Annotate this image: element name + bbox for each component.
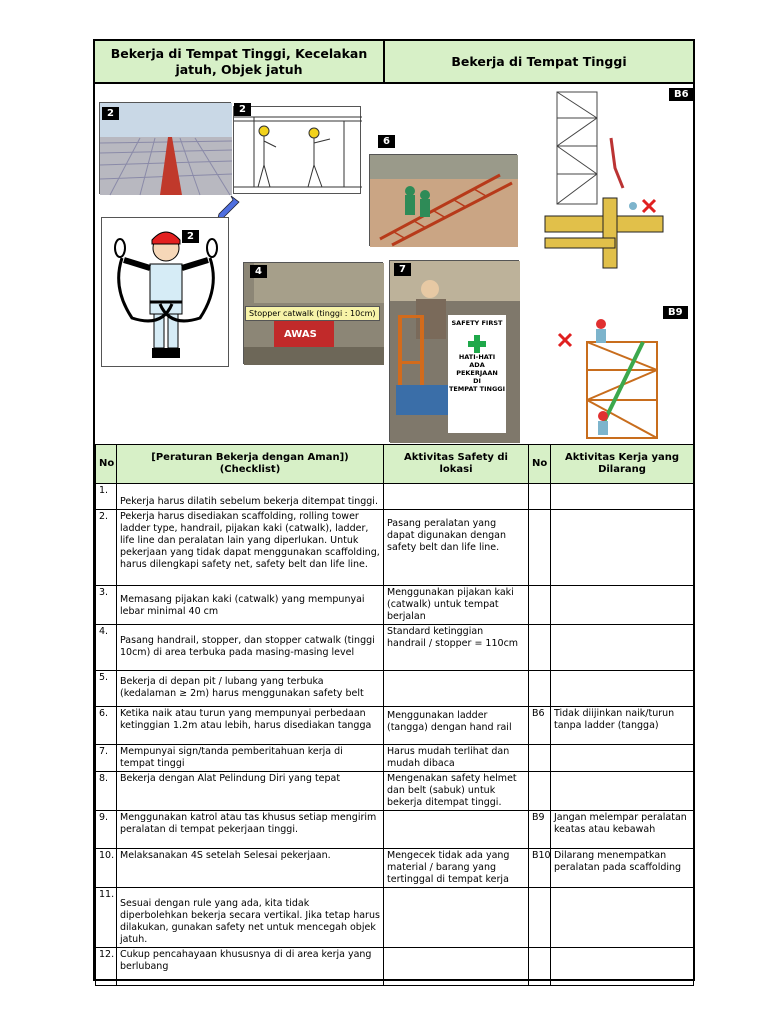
row-no: 7. bbox=[96, 745, 117, 772]
row-activity: Menggunakan pijakan kaki (catwalk) untuk tempat berjalan bbox=[384, 586, 529, 625]
row-no: 11. bbox=[96, 888, 117, 948]
photo-panel bbox=[95, 84, 693, 444]
col-header-activities: Aktivitas Safety di lokasi bbox=[384, 445, 529, 484]
row-no2: B6 bbox=[529, 707, 551, 745]
row-prohibited bbox=[551, 484, 694, 510]
right-header-title: Bekerja di Tempat Tinggi bbox=[385, 41, 693, 84]
row-rule: Menggunakan katrol atau tas khusus setiap mengirim peralatan di tempat pekerjaan tinggi. bbox=[117, 811, 384, 849]
row-no: 5. bbox=[96, 671, 117, 707]
row-rule: Bekerja di depan pit / lubang yang terbuka (kedalaman ≥ 2m) harus menggunakan safety belt bbox=[117, 671, 384, 707]
table-row bbox=[96, 484, 694, 510]
stairs-photo bbox=[369, 136, 517, 246]
table-row bbox=[96, 745, 694, 772]
row-rule: Pekerja harus disediakan scaffolding, rolling tower ladder type, handrail, pijakan kaki (catwalk), ladder, life line dan peralatan lain yang diperlukan. Untuk pekerjaan yang tidak dapat menggunakan scaffolding, harus dilengkapi safety net, safety belt dan life line. bbox=[117, 510, 384, 586]
table-row bbox=[96, 707, 694, 745]
scaffold-illustration bbox=[543, 304, 691, 444]
row-no: 3. bbox=[96, 586, 117, 625]
row-activity: Pasang peralatan yang dapat digunakan dengan safety belt dan life line. bbox=[384, 510, 529, 586]
row-rule: Mempunyai sign/tanda pemberitahuan kerja di tempat tinggi bbox=[117, 745, 384, 772]
left-header-title: Bekerja di Tempat Tinggi, Kecelakan jatuh, Objek jatuh bbox=[95, 41, 385, 84]
row-prohibited: Tidak diijinkan naik/turun tanpa ladder (tangga) bbox=[551, 707, 694, 745]
row-prohibited bbox=[551, 948, 694, 986]
sign-line: TEMPAT TINGGI bbox=[448, 385, 506, 393]
sign-line: ADA PEKERJAAN bbox=[456, 361, 498, 377]
table-row bbox=[96, 849, 694, 888]
col-header-prohibited: Aktivitas Kerja yang Dilarang bbox=[551, 445, 694, 484]
workers-illustration bbox=[234, 107, 362, 195]
photo-tag: B9 bbox=[663, 306, 688, 319]
table-row bbox=[96, 586, 694, 625]
row-rule: Memasang pijakan kaki (catwalk) yang mempunyai lebar minimal 40 cm bbox=[117, 586, 384, 625]
table-row bbox=[96, 948, 694, 986]
safety-sheet bbox=[93, 39, 695, 981]
row-no2 bbox=[529, 586, 551, 625]
row-activity bbox=[384, 484, 529, 510]
row-prohibited: Jangan melempar peralatan keatas atau kebawah bbox=[551, 811, 694, 849]
safety-sign-text bbox=[448, 319, 506, 393]
row-prohibited bbox=[551, 671, 694, 707]
row-no2: B10 bbox=[529, 849, 551, 888]
row-no2 bbox=[529, 948, 551, 986]
row-no2: B9 bbox=[529, 811, 551, 849]
row-rule: Pekerja harus dilatih sebelum bekerja ditempat tinggi. bbox=[117, 484, 384, 510]
row-no: 2. bbox=[96, 510, 117, 586]
safety-checklist-table bbox=[95, 444, 694, 986]
row-activity: Mengecek tidak ada yang material / barang yang tertinggal di tempat kerja bbox=[384, 849, 529, 888]
row-rule: Bekerja dengan Alat Pelindung Diri yang tepat bbox=[117, 772, 384, 811]
row-no: 8. bbox=[96, 772, 117, 811]
row-no2 bbox=[529, 484, 551, 510]
scaffold-photo bbox=[543, 304, 691, 444]
photo-tag: 6 bbox=[378, 135, 395, 148]
row-activity bbox=[384, 811, 529, 849]
table-row bbox=[96, 772, 694, 811]
row-no: 1. bbox=[96, 484, 117, 510]
row-no: 12. bbox=[96, 948, 117, 986]
row-no2 bbox=[529, 510, 551, 586]
table-row bbox=[96, 510, 694, 586]
photo-tag: 2 bbox=[102, 107, 119, 120]
row-no2 bbox=[529, 671, 551, 707]
row-rule: Melaksanakan 4S setelah Selesai pekerjaan. bbox=[117, 849, 384, 888]
row-activity bbox=[384, 948, 529, 986]
sign-line: SAFETY FIRST bbox=[451, 319, 503, 327]
row-no2 bbox=[529, 772, 551, 811]
col-header-no: No bbox=[96, 445, 117, 484]
table-row bbox=[96, 671, 694, 707]
row-no: 4. bbox=[96, 625, 117, 671]
table-header-row bbox=[96, 445, 694, 484]
table-row bbox=[96, 625, 694, 671]
row-no: 10. bbox=[96, 849, 117, 888]
table-row bbox=[96, 888, 694, 948]
row-prohibited bbox=[551, 888, 694, 948]
photo-tag: 7 bbox=[394, 263, 411, 276]
catwalk-label: Stopper catwalk (tinggi : 10cm) bbox=[245, 306, 380, 321]
row-no2 bbox=[529, 888, 551, 948]
row-prohibited bbox=[551, 745, 694, 772]
sign-line: DI bbox=[473, 377, 481, 385]
harness-illustration bbox=[102, 218, 230, 368]
row-no2 bbox=[529, 745, 551, 772]
row-rule: Ketika naik atau turun yang mempunyai perbedaan ketinggian 1.2m atau lebih, harus disediakan tangga bbox=[117, 707, 384, 745]
row-activity bbox=[384, 671, 529, 707]
tower-photo bbox=[543, 88, 691, 300]
row-no2 bbox=[529, 625, 551, 671]
row-prohibited bbox=[551, 625, 694, 671]
photo-tag: 2 bbox=[182, 230, 199, 243]
row-activity: Harus mudah terlihat dan mudah dibaca bbox=[384, 745, 529, 772]
row-rule: Pasang handrail, stopper, dan stopper catwalk (tinggi 10cm) di area terbuka pada masing-masing level bbox=[117, 625, 384, 671]
row-activity bbox=[384, 888, 529, 948]
photo-tag: 4 bbox=[250, 265, 267, 278]
col-header-no2: No bbox=[529, 445, 551, 484]
row-activity: Menggunakan ladder (tangga) dengan hand rail bbox=[384, 707, 529, 745]
row-prohibited bbox=[551, 586, 694, 625]
safety-sign-photo bbox=[389, 260, 519, 442]
workers-photo bbox=[233, 106, 361, 194]
roof-photo bbox=[99, 102, 231, 194]
stairs-illustration bbox=[370, 155, 518, 247]
row-activity: Mengenakan safety helmet dan belt (sabuk) untuk bekerja ditempat tinggi. bbox=[384, 772, 529, 811]
photo-tag: B6 bbox=[669, 88, 694, 101]
row-no: 6. bbox=[96, 707, 117, 745]
sign-line: HATI-HATI bbox=[458, 353, 496, 361]
harness-photo bbox=[101, 217, 229, 367]
table-row bbox=[96, 811, 694, 849]
awas-sign-text: AWAS bbox=[284, 329, 317, 340]
row-prohibited bbox=[551, 772, 694, 811]
row-rule: Sesuai dengan rule yang ada, kita tidak diperbolehkan bekerja secara vertikal. Jika tetap harus dilakukan, gunakan safety net untuk mencegah objek jatuh. bbox=[117, 888, 384, 948]
row-activity: Standard ketinggian handrail / stopper = 110cm bbox=[384, 625, 529, 671]
tower-illustration bbox=[543, 88, 691, 300]
row-prohibited bbox=[551, 510, 694, 586]
row-prohibited: Dilarang menempatkan peralatan pada scaffolding bbox=[551, 849, 694, 888]
col-header-rules: [Peraturan Bekerja dengan Aman]) (Checklist) bbox=[117, 445, 384, 484]
table-body bbox=[96, 484, 694, 986]
row-rule: Cukup pencahayaan khususnya di di area kerja yang berlubang bbox=[117, 948, 384, 986]
row-no: 9. bbox=[96, 811, 117, 849]
roof-illustration bbox=[100, 103, 232, 195]
photo-tag: 2 bbox=[234, 103, 251, 116]
